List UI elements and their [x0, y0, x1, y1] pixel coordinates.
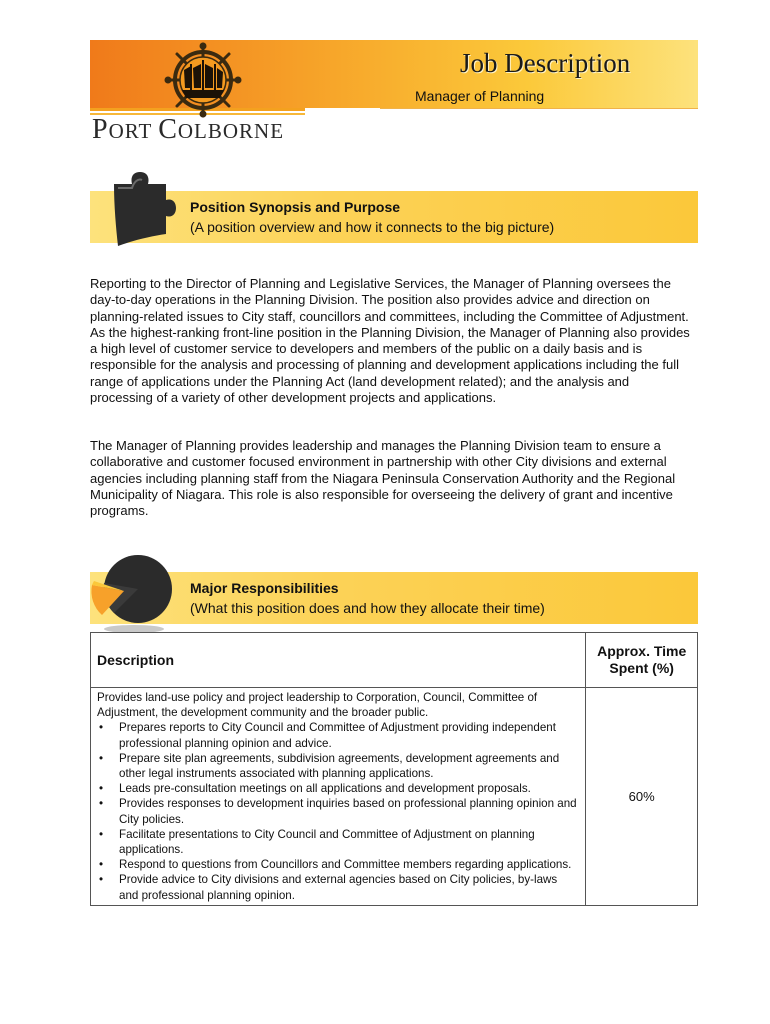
city-wordmark: PORT COLBORNE	[92, 114, 285, 145]
responsibility-intro: Provides land-use policy and project leadership to Corporation, Council, Committee of Adjustment, the development community and the broader public.	[97, 691, 538, 720]
list-item: • Leads pre-consultation meetings on all applications and development proposals.	[119, 781, 579, 796]
responsibility-list	[97, 720, 579, 902]
list-item: • Prepares reports to City Council and Committee of Adjustment providing independent professional planning opinion and advice.	[119, 720, 579, 750]
job-title: Manager of Planning	[415, 88, 545, 104]
table-row	[91, 688, 698, 906]
header-divider	[380, 108, 698, 109]
document-title: Job Description	[460, 48, 631, 78]
synopsis-paragraph: The Manager of Planning provides leadership and manages the Planning Division team to ensure a collaborative and customer focused environment in partnership with other City divisions and external agencies including planning staff from the Niagara Peninsula Conservation Authority and the Regional Municipality of Niagara. This role is also responsible for overseeing the delivery of grant and incentive programs.	[90, 438, 676, 519]
column-header-time	[586, 633, 698, 688]
list-item: • Provides responses to development inquiries based on professional planning opinion and City policies.	[119, 796, 579, 826]
table-header-row	[91, 633, 698, 688]
section-subtitle: (A position overview and how it connects to the big picture)	[190, 219, 555, 235]
list-item: • Prepare site plan agreements, subdivision agreements, development agreements and other legal instruments associated with planning applications.	[119, 751, 579, 781]
document-header	[90, 40, 698, 148]
section-title: Major Responsibilities	[190, 580, 339, 596]
list-item: • Facilitate presentations to City Council and Committee of Adjustment on planning applications.	[119, 827, 579, 857]
synopsis-banner	[90, 191, 698, 243]
ship-wheel-logo-icon	[148, 40, 258, 120]
pie-chart-icon	[88, 549, 178, 635]
list-item: • Provide advice to City divisions and external agencies based on City policies, by-laws and professional planning opinion.	[119, 872, 579, 902]
responsibilities-banner	[90, 572, 698, 624]
time-header-label: Approx. Time Spent (%)	[597, 643, 687, 676]
puzzle-piece-icon	[108, 170, 178, 248]
time-percentage: 60%	[586, 688, 698, 906]
section-title: Position Synopsis and Purpose	[190, 199, 401, 215]
column-header-description: Description	[91, 633, 586, 688]
responsibility-description	[91, 688, 586, 906]
list-item: • Respond to questions from Councillors and Committee members regarding applications.	[119, 857, 579, 872]
synopsis-paragraph: Reporting to the Director of Planning and Legislative Services, the Manager of Planning oversees the day-to-day operations in the Planning Division. The position also provides advice and direction on planning-related issues to City staff, councillors and committees, including the Committee of Adjustment. As the highest-ranking front-line position in the Planning Division, the Manager of Planning also provides a high level of customer service to developers and members of the public on a daily basis and is responsible for the analysis and processing of planning and development applications including the full range of applications under the Planning Act (land development related); and the analysis and processing of a variety of other development projects and applications.	[90, 276, 690, 406]
section-subtitle: (What this position does and how they allocate their time)	[190, 600, 545, 616]
responsibilities-table	[90, 632, 698, 906]
